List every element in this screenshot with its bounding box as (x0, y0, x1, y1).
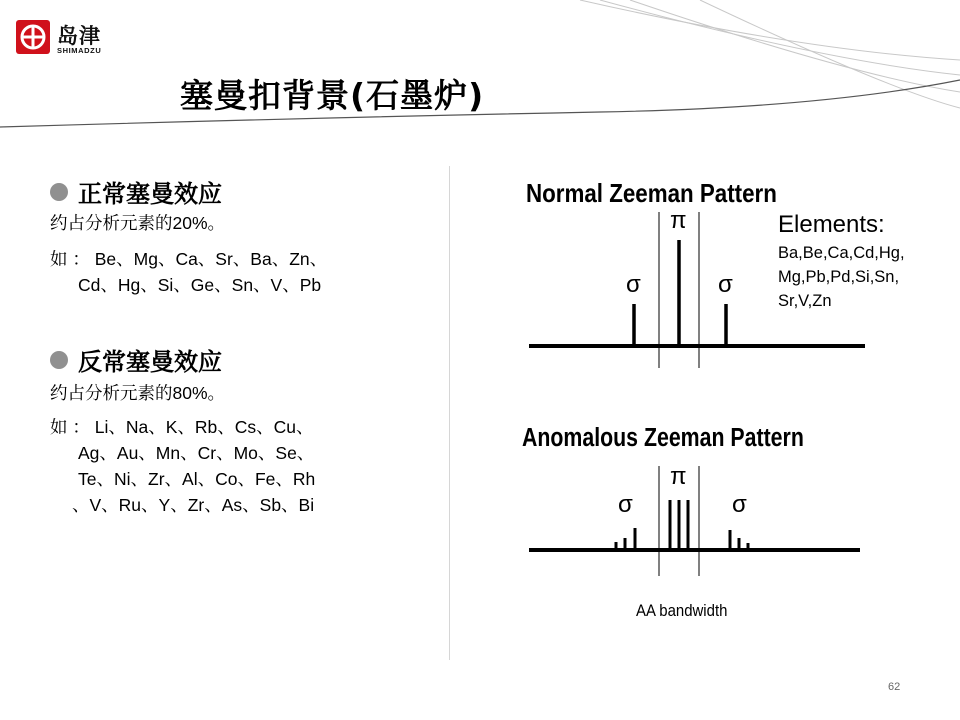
normal-zeeman-elements-2: Cd、Hg、Si、Ge、Sn、V、Pb (78, 275, 322, 295)
anomalous-pattern-title: Anomalous Zeeman Pattern (522, 423, 804, 453)
slide-title: 塞曼扣背景(石墨炉) (180, 76, 485, 115)
normal-zeeman-heading-text: 正常塞曼效应 (78, 180, 222, 208)
normal-sigma-right-label: σ (718, 271, 733, 298)
anomalous-zeeman-elements-4: 、V、Ru、Y、Zr、As、Sb、Bi (72, 495, 315, 515)
shimadzu-logo-icon (16, 20, 50, 54)
logo-text-en: SHIMADZU (57, 46, 102, 55)
zeeman-pattern-diagram (449, 166, 960, 660)
logo-text-cn: 岛津 (57, 24, 101, 48)
anomalous-zeeman-elements-3: Te、Ni、Zr、Al、Co、Fe、Rh (78, 469, 316, 489)
normal-pattern-title: Normal Zeeman Pattern (526, 179, 777, 209)
shimadzu-logo (16, 20, 136, 60)
anomalous-zeeman-heading (50, 342, 222, 377)
bullet-icon (50, 183, 68, 201)
normal-zeeman-heading (50, 174, 222, 209)
anomalous-sigma-right-label: σ (732, 491, 747, 518)
anomalous-zeeman-heading-text: 反常塞曼效应 (78, 348, 222, 376)
bullet-icon (50, 351, 68, 369)
normal-zeeman-elements-1: 如 ： Be、Mg、Ca、Sr、Ba、Zn、 (50, 249, 328, 269)
elements-heading: Elements: (778, 211, 885, 238)
anomalous-zeeman-elements-1: 如 ： Li、Na、K、Rb、Cs、Cu、 (50, 417, 314, 437)
anomalous-pi-label: π (670, 463, 687, 490)
page-number: 62 (888, 681, 901, 693)
elements-note (778, 211, 953, 313)
normal-pi-label: π (670, 207, 687, 234)
elements-list: Ba,Be,Ca,Cd,Hg, Mg,Pb,Pd,Si,Sn, Sr,V,Zn (778, 244, 905, 310)
anomalous-sigma-left-label: σ (618, 491, 633, 518)
normal-sigma-left-label: σ (626, 271, 641, 298)
normal-zeeman-share: 约占分析元素的20%。 (50, 213, 226, 233)
anomalous-zeeman-elements-2: Ag、Au、Mn、Cr、Mo、Se、 (78, 443, 315, 463)
anomalous-zeeman-share: 约占分析元素的80%。 (50, 383, 226, 403)
bandwidth-label: AA bandwidth (636, 602, 728, 621)
